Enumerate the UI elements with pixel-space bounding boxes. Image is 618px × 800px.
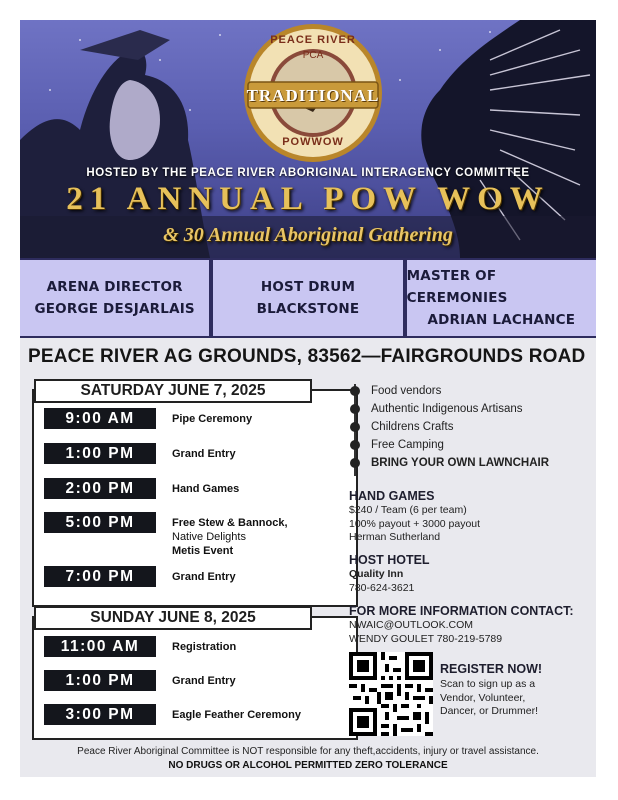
event-label: Registration bbox=[172, 641, 237, 653]
contact-heading: FOR MORE INFORMATION CONTACT: bbox=[349, 604, 574, 618]
policy-notice: NO DRUGS OR ALCOHOL PERMITTED ZERO TOLERANCE bbox=[168, 760, 448, 771]
logo-bottom-text: POWWOW bbox=[282, 136, 344, 148]
amenity-item: Authentic Indigenous Artisans bbox=[371, 403, 523, 415]
role-title: ARENA DIRECTOR bbox=[46, 279, 183, 295]
contact-email: NWAIC@OUTLOOK.COM bbox=[349, 619, 474, 631]
bullet-icon bbox=[350, 386, 360, 396]
hand-games-line: Herman Sutherland bbox=[349, 531, 441, 543]
event-label: Grand Entry bbox=[172, 448, 236, 460]
roles-band bbox=[20, 258, 596, 338]
role-title: HOST DRUM bbox=[260, 279, 356, 295]
event-label: Grand Entry bbox=[172, 571, 236, 583]
role-host-drum bbox=[213, 260, 406, 336]
sunday-heading: SUNDAY JUNE 8, 2025 bbox=[34, 606, 312, 630]
time-pill: 3:00 PM bbox=[44, 704, 156, 725]
event-line: Free Stew & Bannock, bbox=[172, 517, 288, 529]
schedule-row bbox=[44, 566, 236, 587]
schedule-row bbox=[44, 512, 288, 558]
register-info bbox=[440, 678, 590, 719]
logo-mark: PCA bbox=[302, 50, 324, 61]
role-master-of-ceremonies bbox=[407, 260, 596, 336]
time-pill: 5:00 PM bbox=[44, 512, 156, 533]
schedule-row bbox=[44, 478, 239, 499]
schedule-row bbox=[44, 704, 301, 725]
hosted-by: HOSTED BY THE PEACE RIVER ABORIGINAL INTERAGENCY COMMITTEE bbox=[86, 167, 530, 179]
event-label: Hand Games bbox=[172, 483, 240, 495]
bullet-icon bbox=[350, 440, 360, 450]
role-name: GEORGE DESJARLAIS bbox=[34, 301, 195, 317]
time-pill: 11:00 AM bbox=[44, 636, 156, 657]
location-address: PEACE RIVER AG GROUNDS, 83562—FAIRGROUNDS ROAD bbox=[28, 346, 586, 367]
role-name: ADRIAN LACHANCE bbox=[427, 312, 576, 328]
hand-games-line: 100% payout + 3000 payout bbox=[349, 517, 481, 530]
register-line: Vendor, Volunteer, bbox=[440, 691, 526, 704]
contact-info bbox=[349, 619, 502, 646]
event-label: Eagle Feather Ceremony bbox=[172, 709, 301, 721]
event-line: Native Delights bbox=[172, 531, 246, 543]
amenity-item: BRING YOUR OWN LAWNCHAIR bbox=[371, 457, 550, 469]
amenity-item: Food vendors bbox=[371, 385, 442, 397]
schedule-row bbox=[44, 636, 236, 657]
schedule-row bbox=[44, 443, 236, 464]
event-label: Pipe Ceremony bbox=[172, 413, 253, 425]
bullet-icon bbox=[350, 404, 360, 414]
hotel-phone: 780-624-3621 bbox=[349, 581, 415, 594]
host-hotel-info bbox=[349, 568, 414, 595]
poster bbox=[20, 20, 596, 777]
host-hotel-heading: HOST HOTEL bbox=[349, 553, 430, 567]
time-pill: 1:00 PM bbox=[44, 670, 156, 691]
hand-games-info bbox=[349, 504, 480, 545]
event-title: 21 ANNUAL POW WOW bbox=[66, 181, 550, 217]
time-pill: 7:00 PM bbox=[44, 566, 156, 587]
role-arena-director bbox=[20, 260, 213, 336]
register-line: Dancer, or Drummer! bbox=[440, 705, 539, 717]
schedule-row bbox=[44, 670, 236, 691]
time-pill: 9:00 AM bbox=[44, 408, 156, 429]
saturday-heading: SATURDAY JUNE 7, 2025 bbox=[34, 379, 312, 403]
register-line: Scan to sign up as a bbox=[440, 678, 536, 690]
hand-games-line: $240 / Team (6 per team) bbox=[349, 504, 467, 516]
disclaimer: Peace River Aboriginal Committee is NOT responsible for any theft,accidents, injury or travel assistance. bbox=[77, 746, 539, 757]
event-subtitle: & 30 Annual Aboriginal Gathering bbox=[163, 224, 453, 246]
event-line: Metis Event bbox=[172, 545, 234, 557]
time-pill: 1:00 PM bbox=[44, 443, 156, 464]
register-heading: REGISTER NOW! bbox=[440, 662, 543, 676]
hotel-name: Quality Inn bbox=[349, 568, 404, 580]
schedule-row bbox=[44, 408, 252, 429]
role-title: MASTER OF CEREMONIES bbox=[406, 268, 508, 306]
role-name: BLACKSTONE bbox=[256, 301, 360, 317]
logo-top-text: PEACE RIVER bbox=[270, 34, 356, 46]
logo-banner-text: TRADITIONAL bbox=[246, 86, 380, 105]
powwow-logo bbox=[242, 22, 384, 164]
hero-banner bbox=[20, 20, 596, 258]
amenity-item: Childrens Crafts bbox=[371, 421, 454, 433]
event-label-multiline bbox=[172, 512, 288, 558]
event-label: Grand Entry bbox=[172, 675, 236, 687]
time-pill: 2:00 PM bbox=[44, 478, 156, 499]
bullet-icon bbox=[350, 422, 360, 432]
amenity-item: Free Camping bbox=[371, 439, 444, 451]
contact-person: WENDY GOULET 780-219-5789 bbox=[349, 632, 503, 645]
hand-games-heading: HAND GAMES bbox=[349, 489, 435, 503]
qr-code[interactable] bbox=[349, 652, 433, 736]
bullet-icon bbox=[350, 458, 360, 468]
